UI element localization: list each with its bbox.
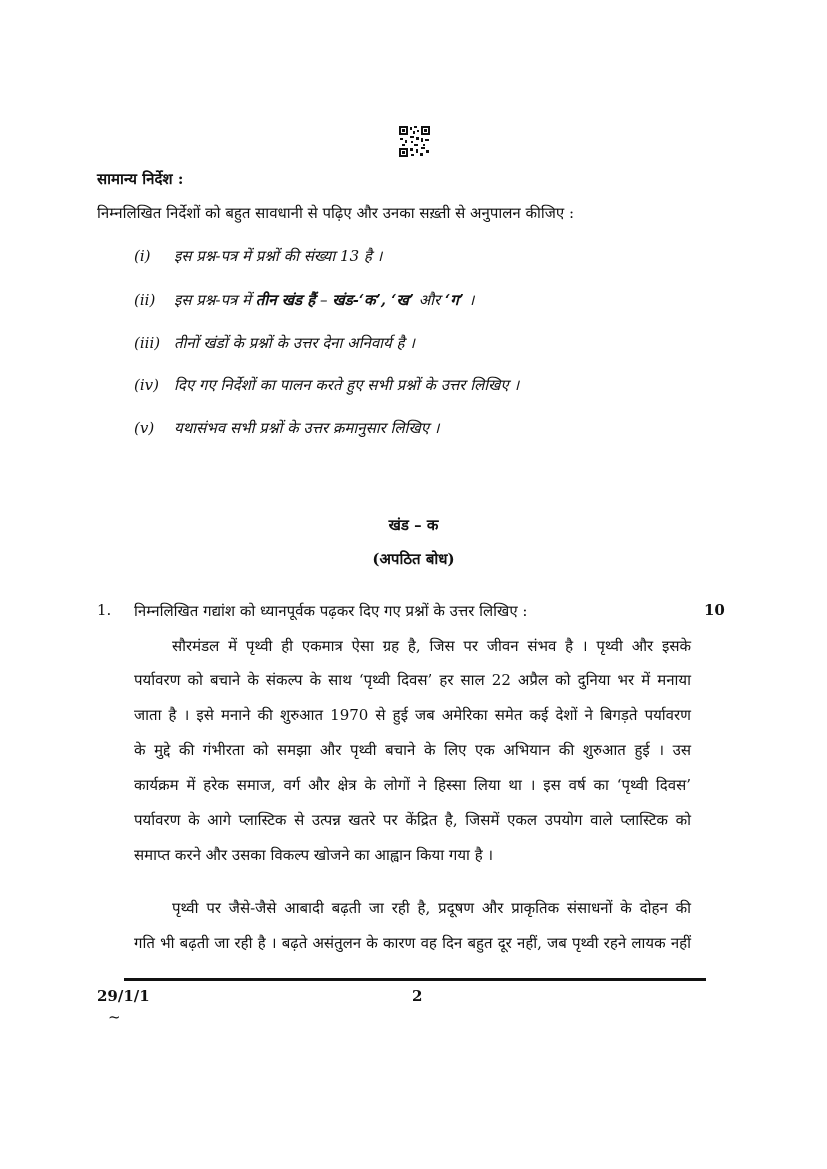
- instructions-intro: निम्नलिखित निर्देशों को बहुत सावधानी से पढ़िए और उनका सख़्ती से अनुपालन कीजिए :: [97, 204, 575, 222]
- qr-code-image: [398, 125, 431, 158]
- footer-mark: ~: [108, 1008, 121, 1026]
- instruction-text: यथासंभव सभी प्रश्नों के उत्तर क्रमानुसार लिखिए ।: [174, 419, 440, 437]
- instructions-heading: सामान्य निर्देश :: [97, 170, 184, 188]
- passage-line: पर्यावरण के आगे प्लास्टिक से उत्पन्न खतरे पर केंद्रित है, जिसमें एकल उपयोग वाले प्लास्टिक को: [134, 811, 691, 829]
- instruction-item: [134, 246, 382, 266]
- instruction-text: –: [315, 291, 333, 309]
- instruction-number: (v): [134, 419, 155, 437]
- passage-line: के मुद्दे की गंभीरता को समझा और पृथ्वी बचाने के लिए एक अभियान की शुरुआत हुई । उस: [134, 741, 691, 759]
- instruction-number: (i): [134, 247, 151, 265]
- instruction-number: (iv): [134, 376, 159, 394]
- instruction-number: (ii): [134, 291, 156, 309]
- instruction-text: ।: [463, 291, 475, 309]
- section-subtitle: (अपठित बोध): [372, 550, 455, 568]
- question-marks: 10: [704, 601, 725, 619]
- instruction-text: तीनों खंडों के प्रश्नों के उत्तर देना अनिवार्य है ।: [174, 334, 415, 352]
- passage-line: पृथ्वी पर जैसे-जैसे आबादी बढ़ती जा रही है, प्रदूषण और प्राकृतिक संसाधनों के दोहन की: [172, 899, 691, 917]
- passage-line: पर्यावरण को बचाने के संकल्प के साथ ‘पृथ्वी दिवस’ हर साल 22 अप्रैल को दुनिया भर में मनाया: [134, 671, 691, 689]
- instruction-bold-text: खंड-‘क’, ‘ख’: [332, 291, 414, 309]
- page-number: 2: [412, 987, 423, 1005]
- footer-rule: [124, 978, 706, 981]
- instruction-item: [134, 418, 439, 438]
- instruction-item: [134, 333, 415, 353]
- instruction-bold-text: ‘ग’: [445, 291, 464, 309]
- instruction-number: (iii): [134, 334, 161, 352]
- instruction-text: इस प्रश्न-पत्र में: [174, 291, 256, 309]
- instruction-text: दिए गए निर्देशों का पालन करते हुए सभी प्रश्नों के उत्तर लिखिए ।: [174, 376, 520, 394]
- paper-code: 29/1/1: [97, 987, 150, 1005]
- passage-line: समाप्त करने और उसका विकल्प खोजने का आह्वान किया गया है ।: [134, 846, 494, 864]
- question-number: 1.: [97, 601, 112, 619]
- section-title: खंड – क: [388, 516, 439, 534]
- question-text: निम्नलिखित गद्यांश को ध्यानपूर्वक पढ़कर दिए गए प्रश्नों के उत्तर लिखिए :: [134, 602, 528, 620]
- passage-line: जाता है । इसे मनाने की शुरुआत 1970 से हुई जब अमेरिका समेत कई देशों ने बिगड़ते पर्यावरण: [134, 706, 691, 724]
- instruction-item: [134, 290, 474, 310]
- instruction-text: और: [413, 291, 445, 309]
- instruction-text: इस प्रश्न-पत्र में प्रश्नों की संख्या 13 है ।: [174, 247, 383, 265]
- passage-line: गति भी बढ़ती जा रही है । बढ़ते असंतुलन के कारण वह दिन बहुत दूर नहीं, जब पृथ्वी रहने लायक नहीं: [134, 934, 691, 952]
- instruction-bold-text: तीन खंड हैं: [255, 291, 316, 309]
- passage-line: सौरमंडल में पृथ्वी ही एकमात्र ऐसा ग्रह है, जिस पर जीवन संभव है । पृथ्वी और इसके: [172, 637, 691, 655]
- passage-line: कार्यक्रम में हरेक समाज, वर्ग और क्षेत्र के लोगों ने हिस्सा लिया था । इस वर्ष का ‘पृथ्वी दिवस’: [134, 776, 691, 794]
- instruction-item: [134, 375, 519, 395]
